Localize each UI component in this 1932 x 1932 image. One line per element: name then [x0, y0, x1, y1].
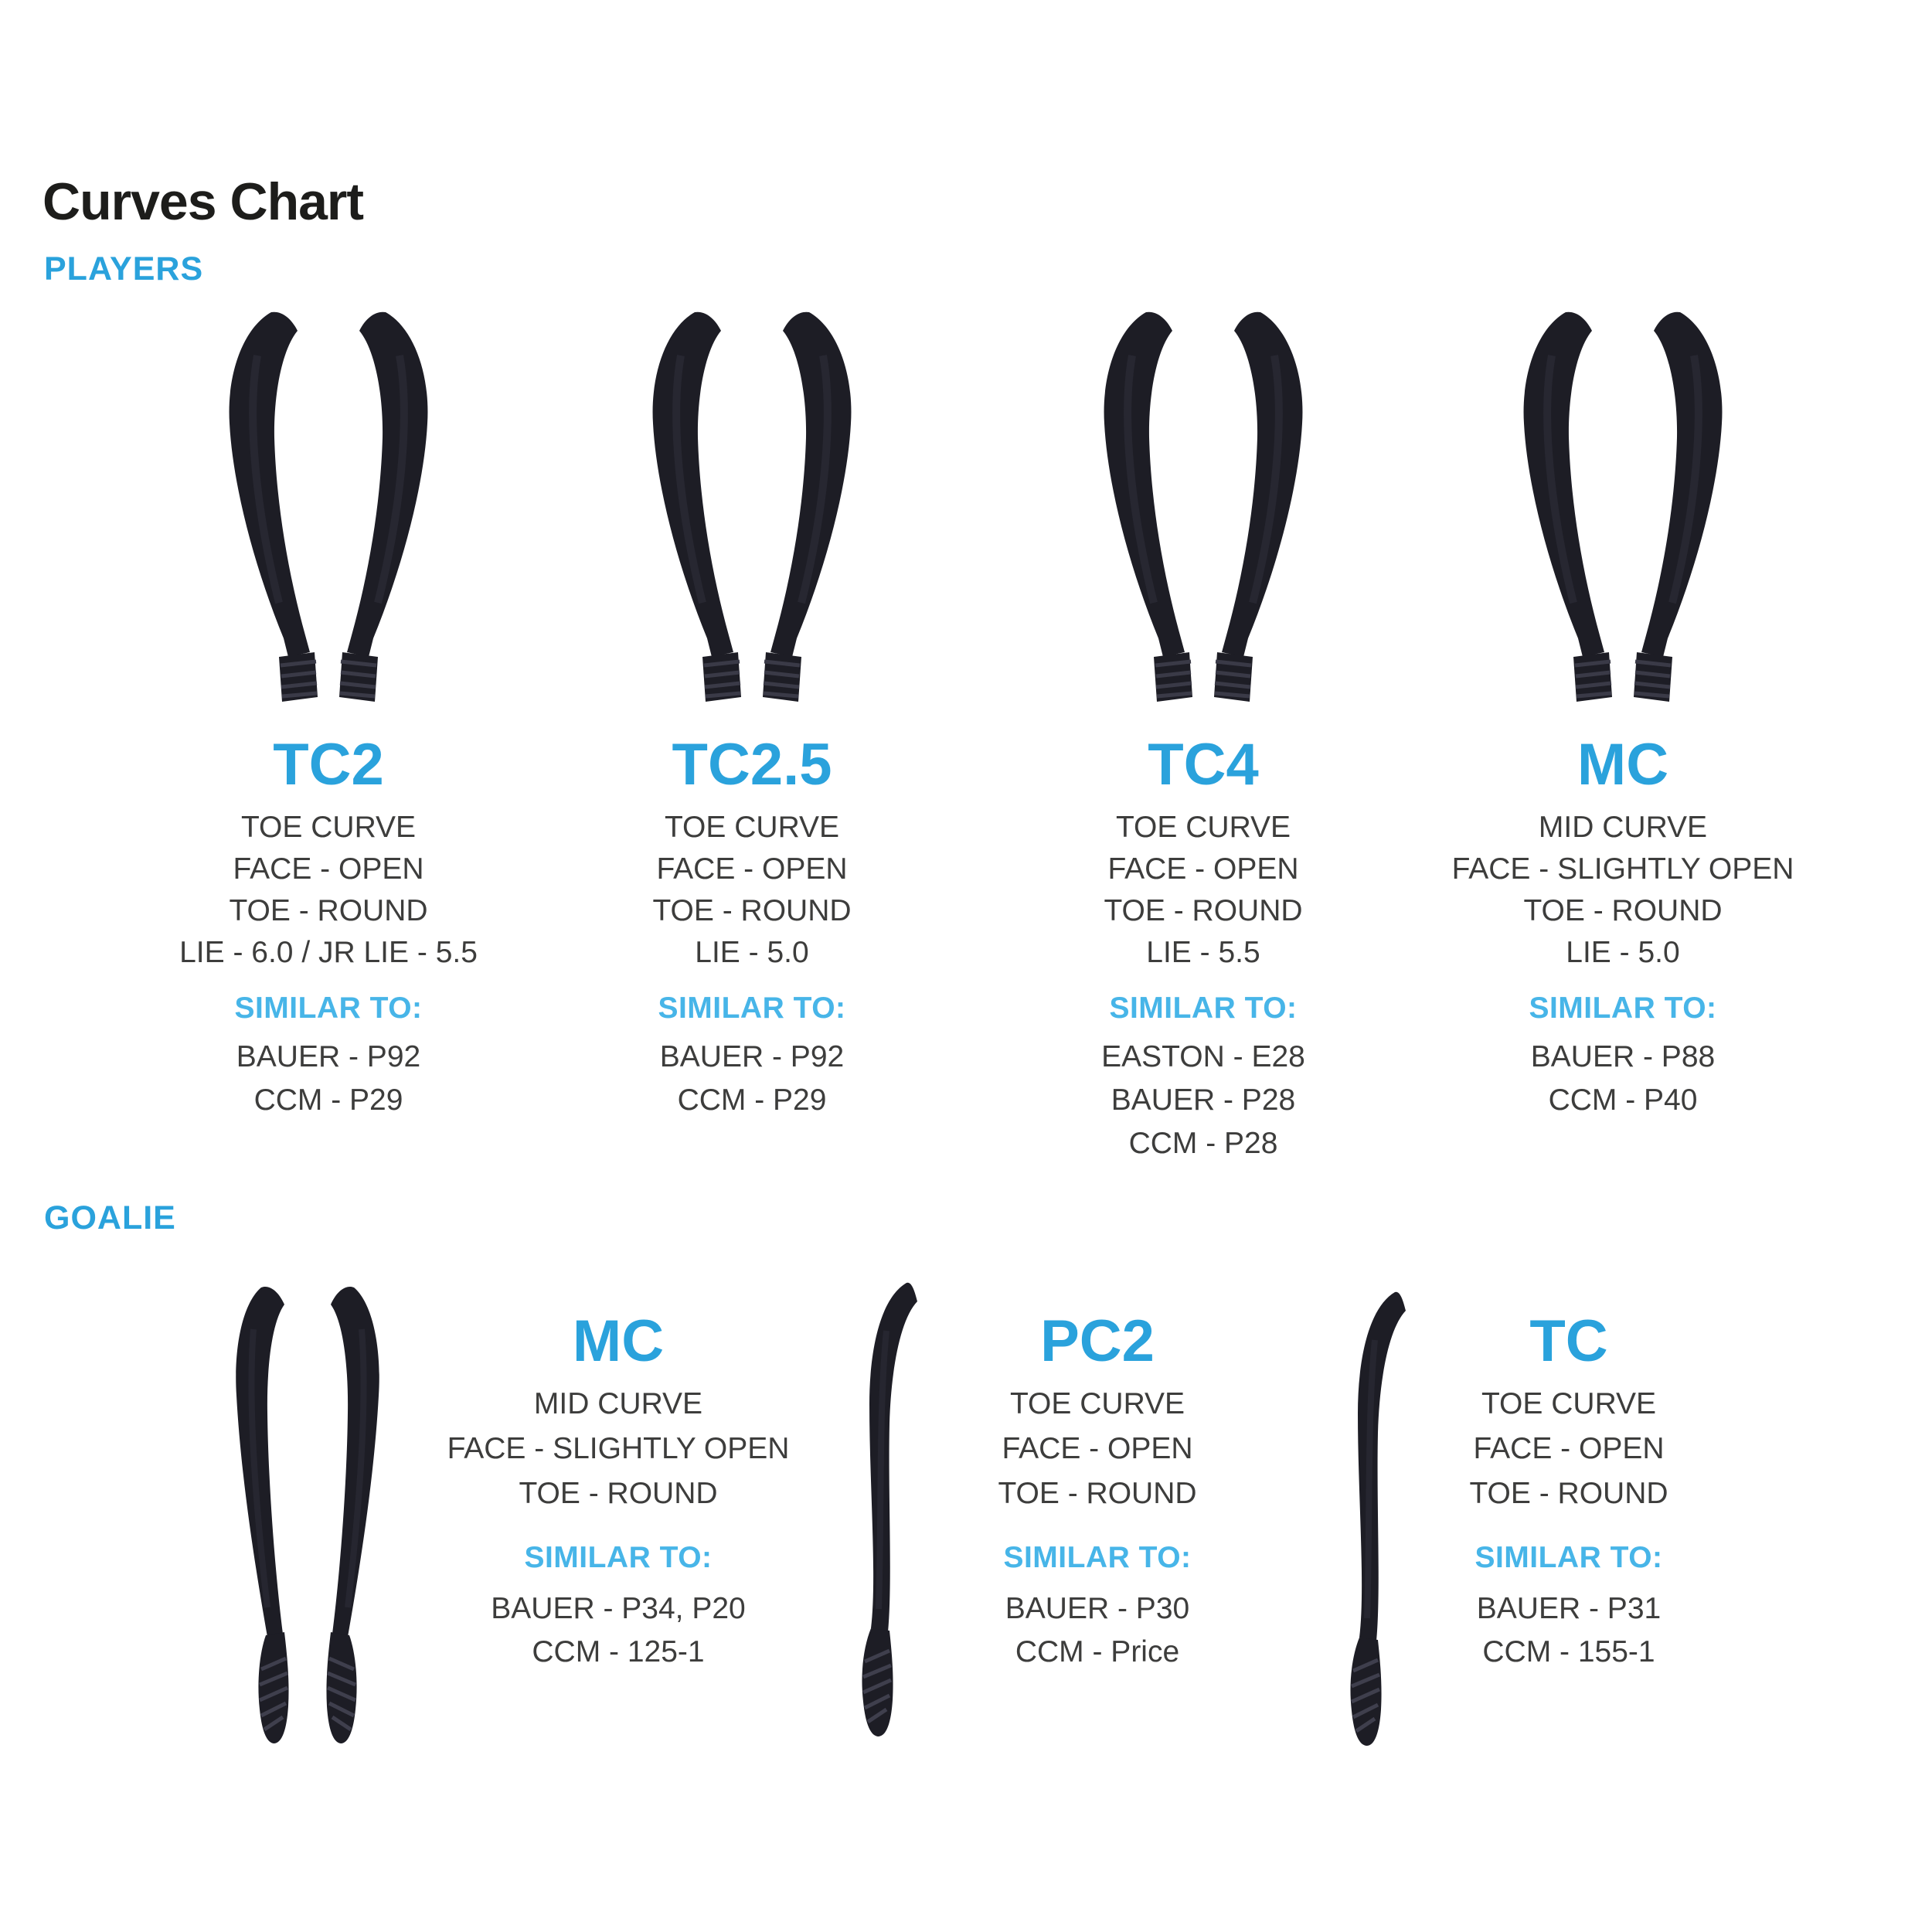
- goalie-section-label: GOALIE: [44, 1199, 176, 1236]
- players-section-label: PLAYERS: [44, 250, 204, 287]
- spec-line: TOE - ROUND: [1104, 894, 1303, 927]
- spec-line: FACE - OPEN: [233, 852, 424, 886]
- similar-to-label: SIMILAR TO:: [1475, 1541, 1663, 1574]
- similar-list: [433, 1587, 804, 1674]
- spec-line: TOE CURVE: [1009, 1387, 1185, 1420]
- spec-line: MID CURVE: [533, 1387, 703, 1420]
- spec-line: TOE CURVE: [240, 811, 417, 844]
- spec-line: TOE CURVE: [1481, 1387, 1657, 1420]
- spec-line: TOE - ROUND: [519, 1477, 718, 1510]
- spec-list: [987, 807, 1420, 974]
- similar-line: BAUER - P31: [1476, 1592, 1662, 1625]
- spec-line: FACE - SLIGHTLY OPEN: [1451, 852, 1794, 886]
- similar-line: CCM - Price: [1015, 1635, 1180, 1668]
- player-curve-card-tc2: [112, 308, 545, 1122]
- spec-list: [112, 807, 545, 974]
- similar-to-label: SIMILAR TO:: [1529, 992, 1717, 1025]
- similar-list: [987, 1036, 1420, 1165]
- similar-line: CCM - P29: [253, 1083, 403, 1117]
- goalie-curve-card-mc: [433, 1308, 804, 1674]
- curve-name: TC4: [1148, 732, 1259, 798]
- player-curve-card-tc4: [987, 308, 1420, 1165]
- similar-to-label: SIMILAR TO:: [524, 1541, 713, 1574]
- similar-line: BAUER - P92: [236, 1040, 421, 1073]
- similar-line: BAUER - P88: [1530, 1040, 1716, 1073]
- similar-line: CCM - 125-1: [532, 1635, 705, 1668]
- curve-name: MC: [572, 1308, 665, 1374]
- goalie-curve-card-tc: [1391, 1308, 1747, 1674]
- similar-list: [1406, 1036, 1839, 1122]
- spec-line: LIE - 6.0 / JR LIE - 5.5: [179, 936, 478, 969]
- similar-to-label: SIMILAR TO:: [1109, 992, 1298, 1025]
- spec-line: TOE - ROUND: [1523, 894, 1723, 927]
- spec-list: [1406, 807, 1839, 974]
- spec-line: MID CURVE: [1538, 811, 1708, 844]
- spec-line: FACE - OPEN: [1473, 1432, 1665, 1465]
- similar-line: BAUER - P30: [1005, 1592, 1190, 1625]
- spec-line: LIE - 5.0: [695, 936, 809, 969]
- curve-name: TC: [1529, 1308, 1608, 1374]
- similar-line: BAUER - P92: [659, 1040, 845, 1073]
- curve-name: PC2: [1040, 1308, 1155, 1374]
- spec-line: TOE - ROUND: [229, 894, 428, 927]
- spec-line: FACE - OPEN: [1002, 1432, 1193, 1465]
- similar-line: CCM - P29: [677, 1083, 827, 1117]
- goalie-curve-card-pc2: [916, 1308, 1279, 1674]
- similar-line: CCM - 155-1: [1482, 1635, 1655, 1668]
- similar-line: EASTON - E28: [1101, 1040, 1305, 1073]
- goalie-blade-pair-image: [223, 1283, 393, 1747]
- curve-name: TC2.5: [672, 732, 832, 798]
- spec-list: [1391, 1382, 1747, 1516]
- spec-list: [433, 1382, 804, 1516]
- player-blade-pair-image: [1507, 308, 1739, 702]
- similar-line: BAUER - P34, P20: [491, 1592, 746, 1625]
- spec-line: FACE - OPEN: [656, 852, 848, 886]
- player-curve-card-tc2-5: [536, 308, 968, 1122]
- similar-to-label: SIMILAR TO:: [658, 992, 846, 1025]
- spec-list: [536, 807, 968, 974]
- player-curve-card-mc: [1406, 308, 1839, 1122]
- spec-line: TOE - ROUND: [998, 1477, 1197, 1510]
- spec-line: TOE CURVE: [664, 811, 840, 844]
- similar-list: [1391, 1587, 1747, 1674]
- spec-line: TOE - ROUND: [1469, 1477, 1668, 1510]
- curve-name: TC2: [273, 732, 384, 798]
- curve-name: MC: [1577, 732, 1669, 798]
- player-blade-pair-image: [1087, 308, 1319, 702]
- spec-line: LIE - 5.0: [1566, 936, 1680, 969]
- spec-list: [916, 1382, 1279, 1516]
- spec-line: TOE CURVE: [1115, 811, 1291, 844]
- similar-line: CCM - P40: [1548, 1083, 1698, 1117]
- spec-line: LIE - 5.5: [1146, 936, 1260, 969]
- similar-list: [112, 1036, 545, 1122]
- spec-line: FACE - OPEN: [1107, 852, 1299, 886]
- player-blade-pair-image: [636, 308, 868, 702]
- similar-list: [916, 1587, 1279, 1674]
- similar-line: BAUER - P28: [1111, 1083, 1296, 1117]
- similar-to-label: SIMILAR TO:: [1003, 1541, 1192, 1574]
- spec-line: TOE - ROUND: [652, 894, 852, 927]
- player-blade-pair-image: [213, 308, 444, 702]
- similar-to-label: SIMILAR TO:: [234, 992, 423, 1025]
- similar-line: CCM - P28: [1128, 1127, 1278, 1160]
- similar-list: [536, 1036, 968, 1122]
- spec-line: FACE - SLIGHTLY OPEN: [447, 1432, 790, 1465]
- page-title: Curves Chart: [43, 172, 364, 231]
